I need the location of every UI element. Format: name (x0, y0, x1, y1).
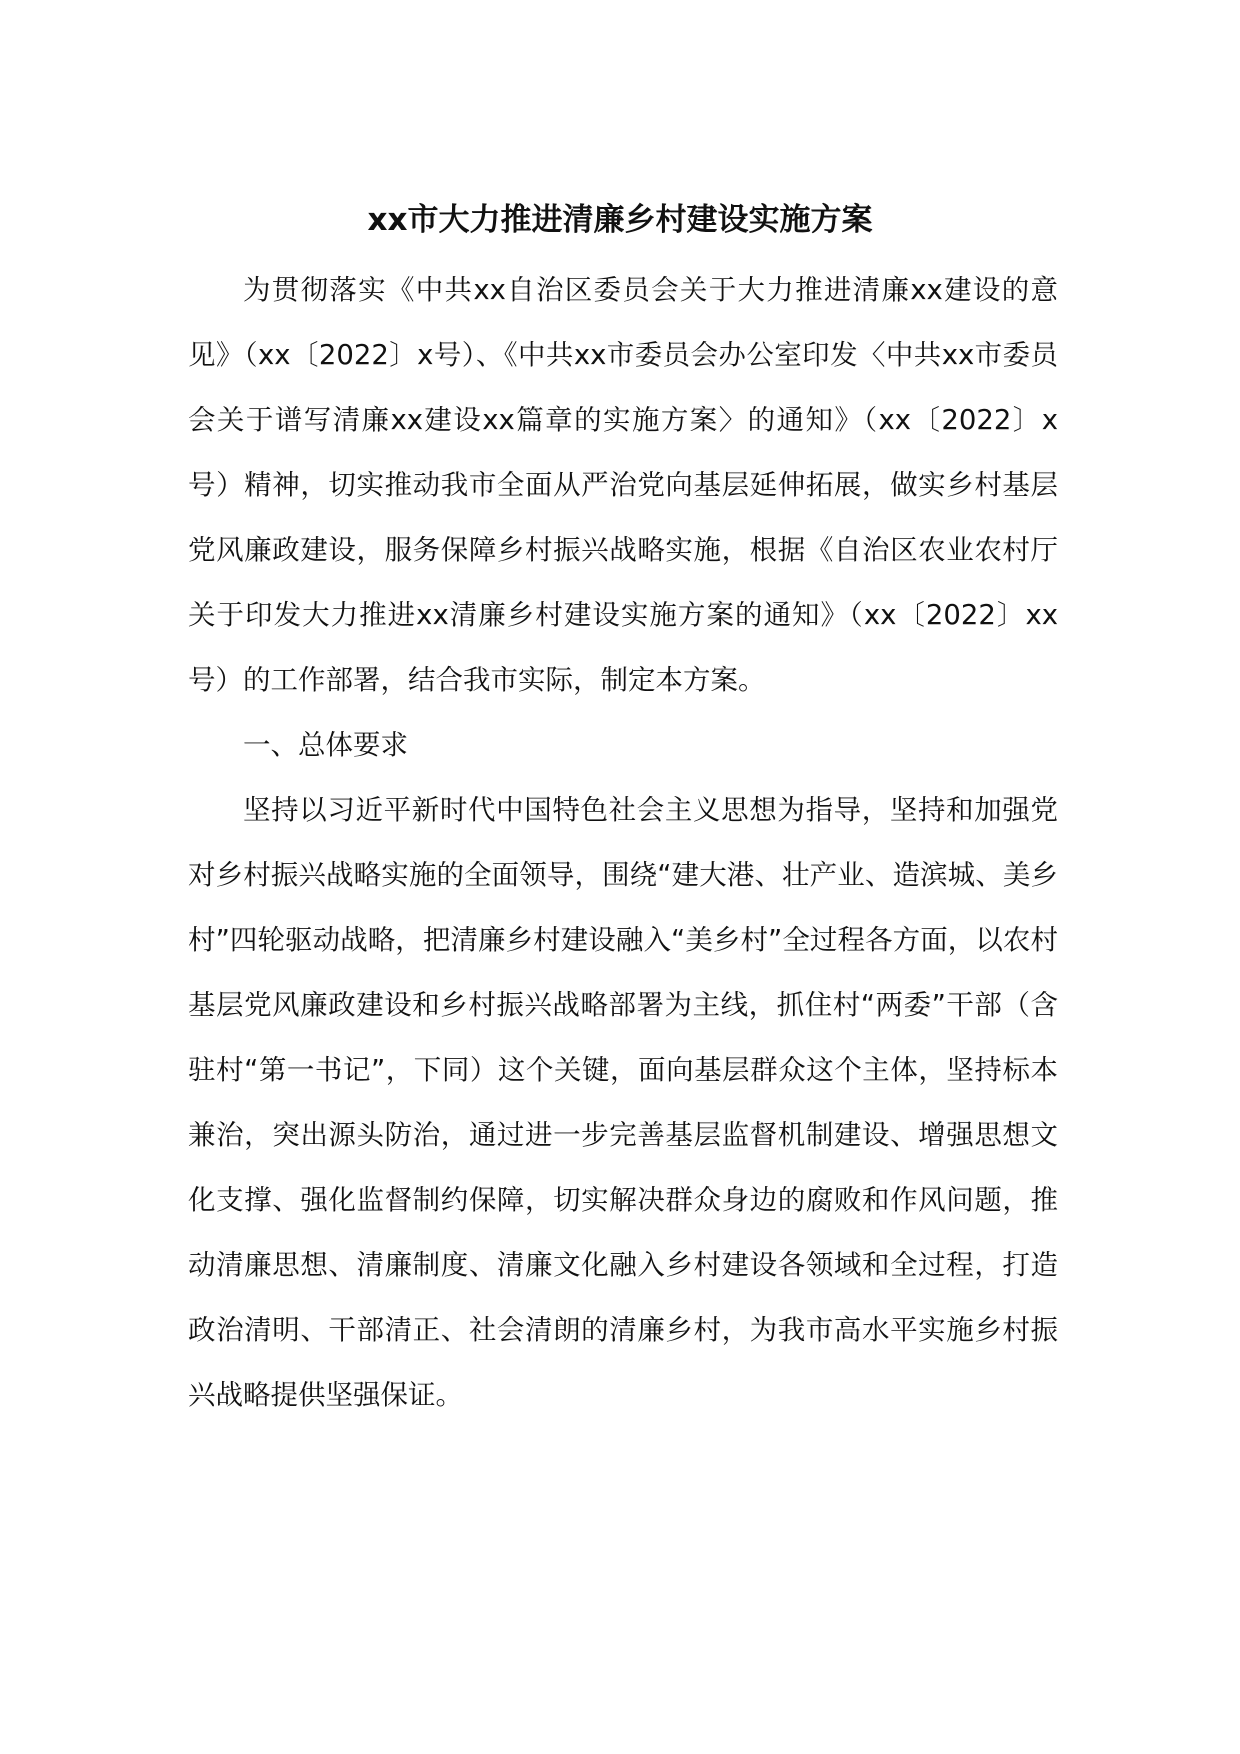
document-title: xx市大力推进清廉乡村建设实施方案 (367, 202, 873, 238)
paragraph-intro: 为贯彻落实《中共xx自治区委员会关于大力推进清廉xx建设的意见》（xx〔2022〕x号）、《中共xx市委员会办公室印发〈中共xx市委员会关于谱写清廉xx建设xx篇章的实施方案〉的通知》（xx〔2022〕x号）精神，切实推动我市全面从严治党向基层延伸拓展，做实乡村基层党风廉政建设，服务保障乡村振兴战略实施，根据《自治区农业农村厅关于印发大力推进xx清廉乡村建设实施方案的通知》（xx〔2022〕xx号）的工作部署，结合我市实际，制定本方案。 (188, 274, 1058, 696)
document-body (188, 258, 1058, 1428)
section-heading: 一、总体要求 (243, 729, 408, 761)
paragraph-requirements: 坚持以习近平新时代中国特色社会主义思想为指导，坚持和加强党对乡村振兴战略实施的全面领导，围绕“建大港、壮产业、造滨城、美乡村”四轮驱动战略，把清廉乡村建设融入“美乡村”全过程各方面，以农村基层党风廉政建设和乡村振兴战略部署为主线，抓住村“两委”干部（含驻村“第一书记”，下同）这个关键，面向基层群众这个主体，坚持标本兼治，突出源头防治，通过进一步完善基层监督机制建设、增强思想文化支撑、强化监督制约保障，切实解决群众身边的腐败和作风问题，推动清廉思想、清廉制度、清廉文化融入乡村建设各领域和全过程，打造政治清明、干部清正、社会清朗的清廉乡村，为我市高水平实施乡村振兴战略提供坚强保证。 (188, 794, 1058, 1411)
